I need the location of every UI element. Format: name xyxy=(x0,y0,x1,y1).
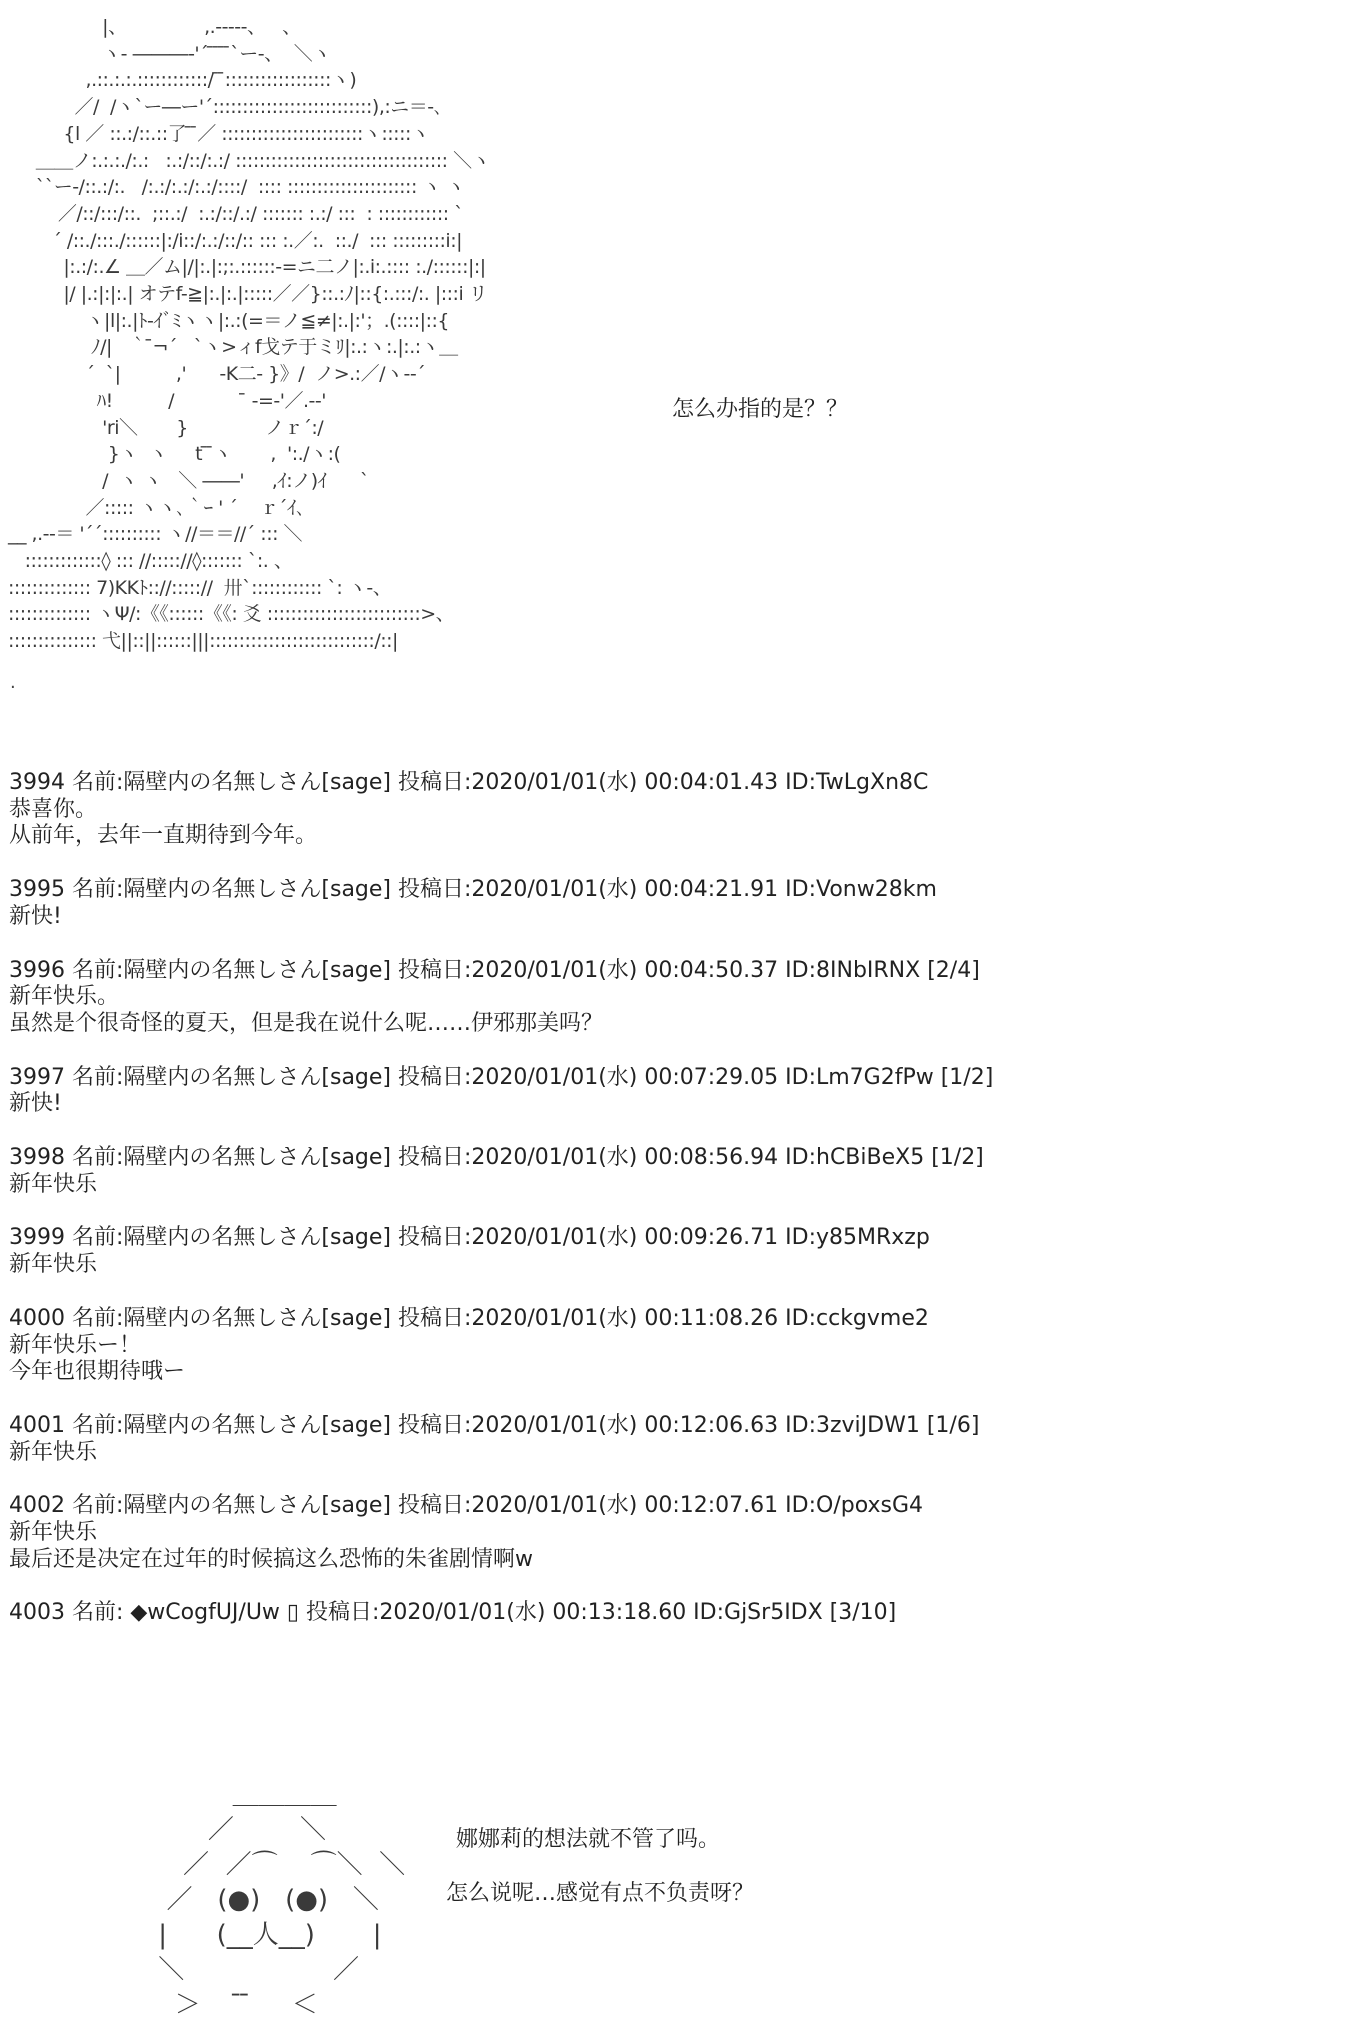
post-body-line: 新年快乐ー！ xyxy=(9,1332,142,1358)
post-body-line: 新年快乐 xyxy=(9,1520,98,1546)
post-body-line: 恭喜你。 xyxy=(9,796,98,822)
post-body-line: 新年快乐 xyxy=(9,1252,98,1278)
post-header: 4000 名前:隔壁内の名無しさん[sage] 投稿日:2020/01/01(水) 00:11:08.26 ID:cckgvme2 xyxy=(9,1305,929,1331)
speech-text-bottom-1: 娜娜莉的想法就不管了吗。 xyxy=(456,1827,721,1852)
post-body-line: 最后还是决定在过年的时候搞这么恐怖的朱雀剧情啊w xyxy=(9,1546,533,1572)
thread-post xyxy=(9,770,1339,850)
thread-post xyxy=(9,1413,1339,1466)
post-header: 4001 名前:隔壁内の名無しさん[sage] 投稿日:2020/01/01(水) 00:12:06.63 ID:3zviJDW1 [1/6] xyxy=(9,1412,980,1438)
post-body-line: 新年快乐。 xyxy=(9,984,120,1010)
thread-post xyxy=(9,1065,1339,1118)
post-header: 3998 名前:隔壁内の名無しさん[sage] 投稿日:2020/01/01(水) 00:08:56.94 ID:hCBiBeX5 [1/2] xyxy=(9,1145,984,1171)
thread-post xyxy=(9,1145,1339,1198)
post-header: 3994 名前:隔壁内の名無しさん[sage] 投稿日:2020/01/01(水) 00:04:01.43 ID:TwLgXn8C xyxy=(9,770,929,795)
post-header: 3999 名前:隔壁内の名無しさん[sage] 投稿日:2020/01/01(水) 00:09:26.71 ID:y85MRxzp xyxy=(9,1225,930,1251)
thread-post xyxy=(9,1306,1339,1386)
stray-mark: . xyxy=(10,672,16,693)
speech-text-bottom-2: 怎么说呢…感觉有点不负责呀？ xyxy=(446,1881,755,1906)
ascii-art-character-top: |、 ,.-‐‐‐-、 、 ヽ- ―――‐'´ ̄ ̄ ̄ ̄`ー-、 ＼ヽ ,.::.:.:.::::::::::::/ ̄ ̄::::::::::::::::::ヽ) ／/ /ヽ`ー―ー'´:::::::::::::::::::::::::::),:ニ＝-､ {l ／ ::.:/::.::了 ̄ ̄／ ::::::::::::::::::::::::ヽ:::::ヽ ＿＿ノ:.:.:./:.: :.:/::/:.:/ :::::::::::::::::::::::::::::::::::: ＼ヽ ``ー-/::.:/:. /:.:/:.:/:.:/::::/ :::: :::::::::::::::::::::: ヽ ヽ ／/::/:::/::. ;::.:/ :.:/::/.:/ ::::::: :.:/ ::: : :::::::::::: ` ´ /::./:::./::::::|:/i::/:.:/::/:: ::: :.／:. ::./ ::: :::::::::i:| |:.:/:.∠ ＿／ム|/|:.|:;:.::::::-=ニ二ノ|:.i:.:::: :./::::::|:| |/ |.:|:|:.| オテf-≧|:.|:.|:::::／／}::.:ﾉ|::{:.:::/:. |:::i リ ヽ|l|:.|ﾄ-ｲﾞﾐヽヽ|:.:(=＝ノ≦≠|:.|:'；.(::::|::{ ﾉ/| ｀ ̄¬´ `ヽ>ィf戈テ于ミﾘ|:.:ヽ:.|:.:ヽ＿ ´ `| ,' -K二- }》/ ノ>.:／/ヽ-‐´ ﾊ! / ̄ ‐=‐'／.-‐' 'ri＼ } ノｒ´:/ }ヽ ヽ t ̄ ̄ヽ , ':./ヽ:( / ヽ ヽ ＼ ――' ,ｲ:ノ)ｲ ` ／::::: ヽヽ､｀ｰ ' ´ ｒ´ｲ､ __ ,.-‐＝ '´´:::::::::: ヽ//＝＝//´ ::: ＼ :::::::::::::◊ ::: //::::://◊::::::: `:. 、 :::::::::::::: 7)KKﾄ:://:::::// 卅`:::::::::::: `: ヽ-、 :::::::::::::: ヽΨ/:《《::::::《《: 爻 ::::::::::::::::::::::::::>、 ::::::::::::::: 弋||::||::::::|||::::::::::::::::::::::::::::/::| xyxy=(8,16,491,653)
post-body-line: 新快! xyxy=(9,1091,62,1117)
post-body-line: 从前年，去年一直期待到今年。 xyxy=(9,823,318,849)
post-header: 3997 名前:隔壁内の名無しさん[sage] 投稿日:2020/01/01(水) 00:07:29.05 ID:Lm7G2fPw [1/2] xyxy=(9,1064,994,1090)
post-body-line: 新年快乐 xyxy=(9,1439,98,1465)
post-body-line: 今年也很期待哦ー xyxy=(9,1359,186,1385)
post-body-line: 虽然是个很奇怪的夏天，但是我在说什么呢……伊邪那美吗？ xyxy=(9,1010,604,1036)
post-header: 3996 名前:隔壁内の名無しさん[sage] 投稿日:2020/01/01(水) 00:04:50.37 ID:8INbIRNX [2/4] xyxy=(9,957,980,983)
thread-post xyxy=(9,958,1339,1038)
thread-post xyxy=(9,877,1339,930)
post-body-line: 新快! xyxy=(9,903,62,929)
thread-post xyxy=(9,1493,1339,1573)
thread-post-list xyxy=(9,770,1339,1627)
thread-post xyxy=(9,1225,1339,1278)
speech-text-top: 怎么办指的是？？ xyxy=(672,397,849,422)
post-header: 3995 名前:隔壁内の名無しさん[sage] 投稿日:2020/01/01(水) 00:04:21.91 ID:Vonw28km xyxy=(9,877,937,903)
ascii-art-character-bottom: ＿＿＿＿ ／ ＼ ／ ／⌒ ⌒＼ ＼ ／ (●) (●) ＼ | (__人__) | ＼ ／ ＞ ̄ ̄ ＜ xyxy=(158,1780,406,2020)
post-body-line: 新年快乐 xyxy=(9,1171,98,1197)
post-header: 4002 名前:隔壁内の名無しさん[sage] 投稿日:2020/01/01(水) 00:12:07.61 ID:O/poxsG4 xyxy=(9,1493,924,1519)
thread-post xyxy=(9,1600,1339,1627)
post-header: 4003 名前: ◆wCogfUJ/Uw ▯ 投稿日:2020/01/01(水) 00:13:18.60 ID:GjSr5IDX [3/10] xyxy=(9,1600,897,1626)
